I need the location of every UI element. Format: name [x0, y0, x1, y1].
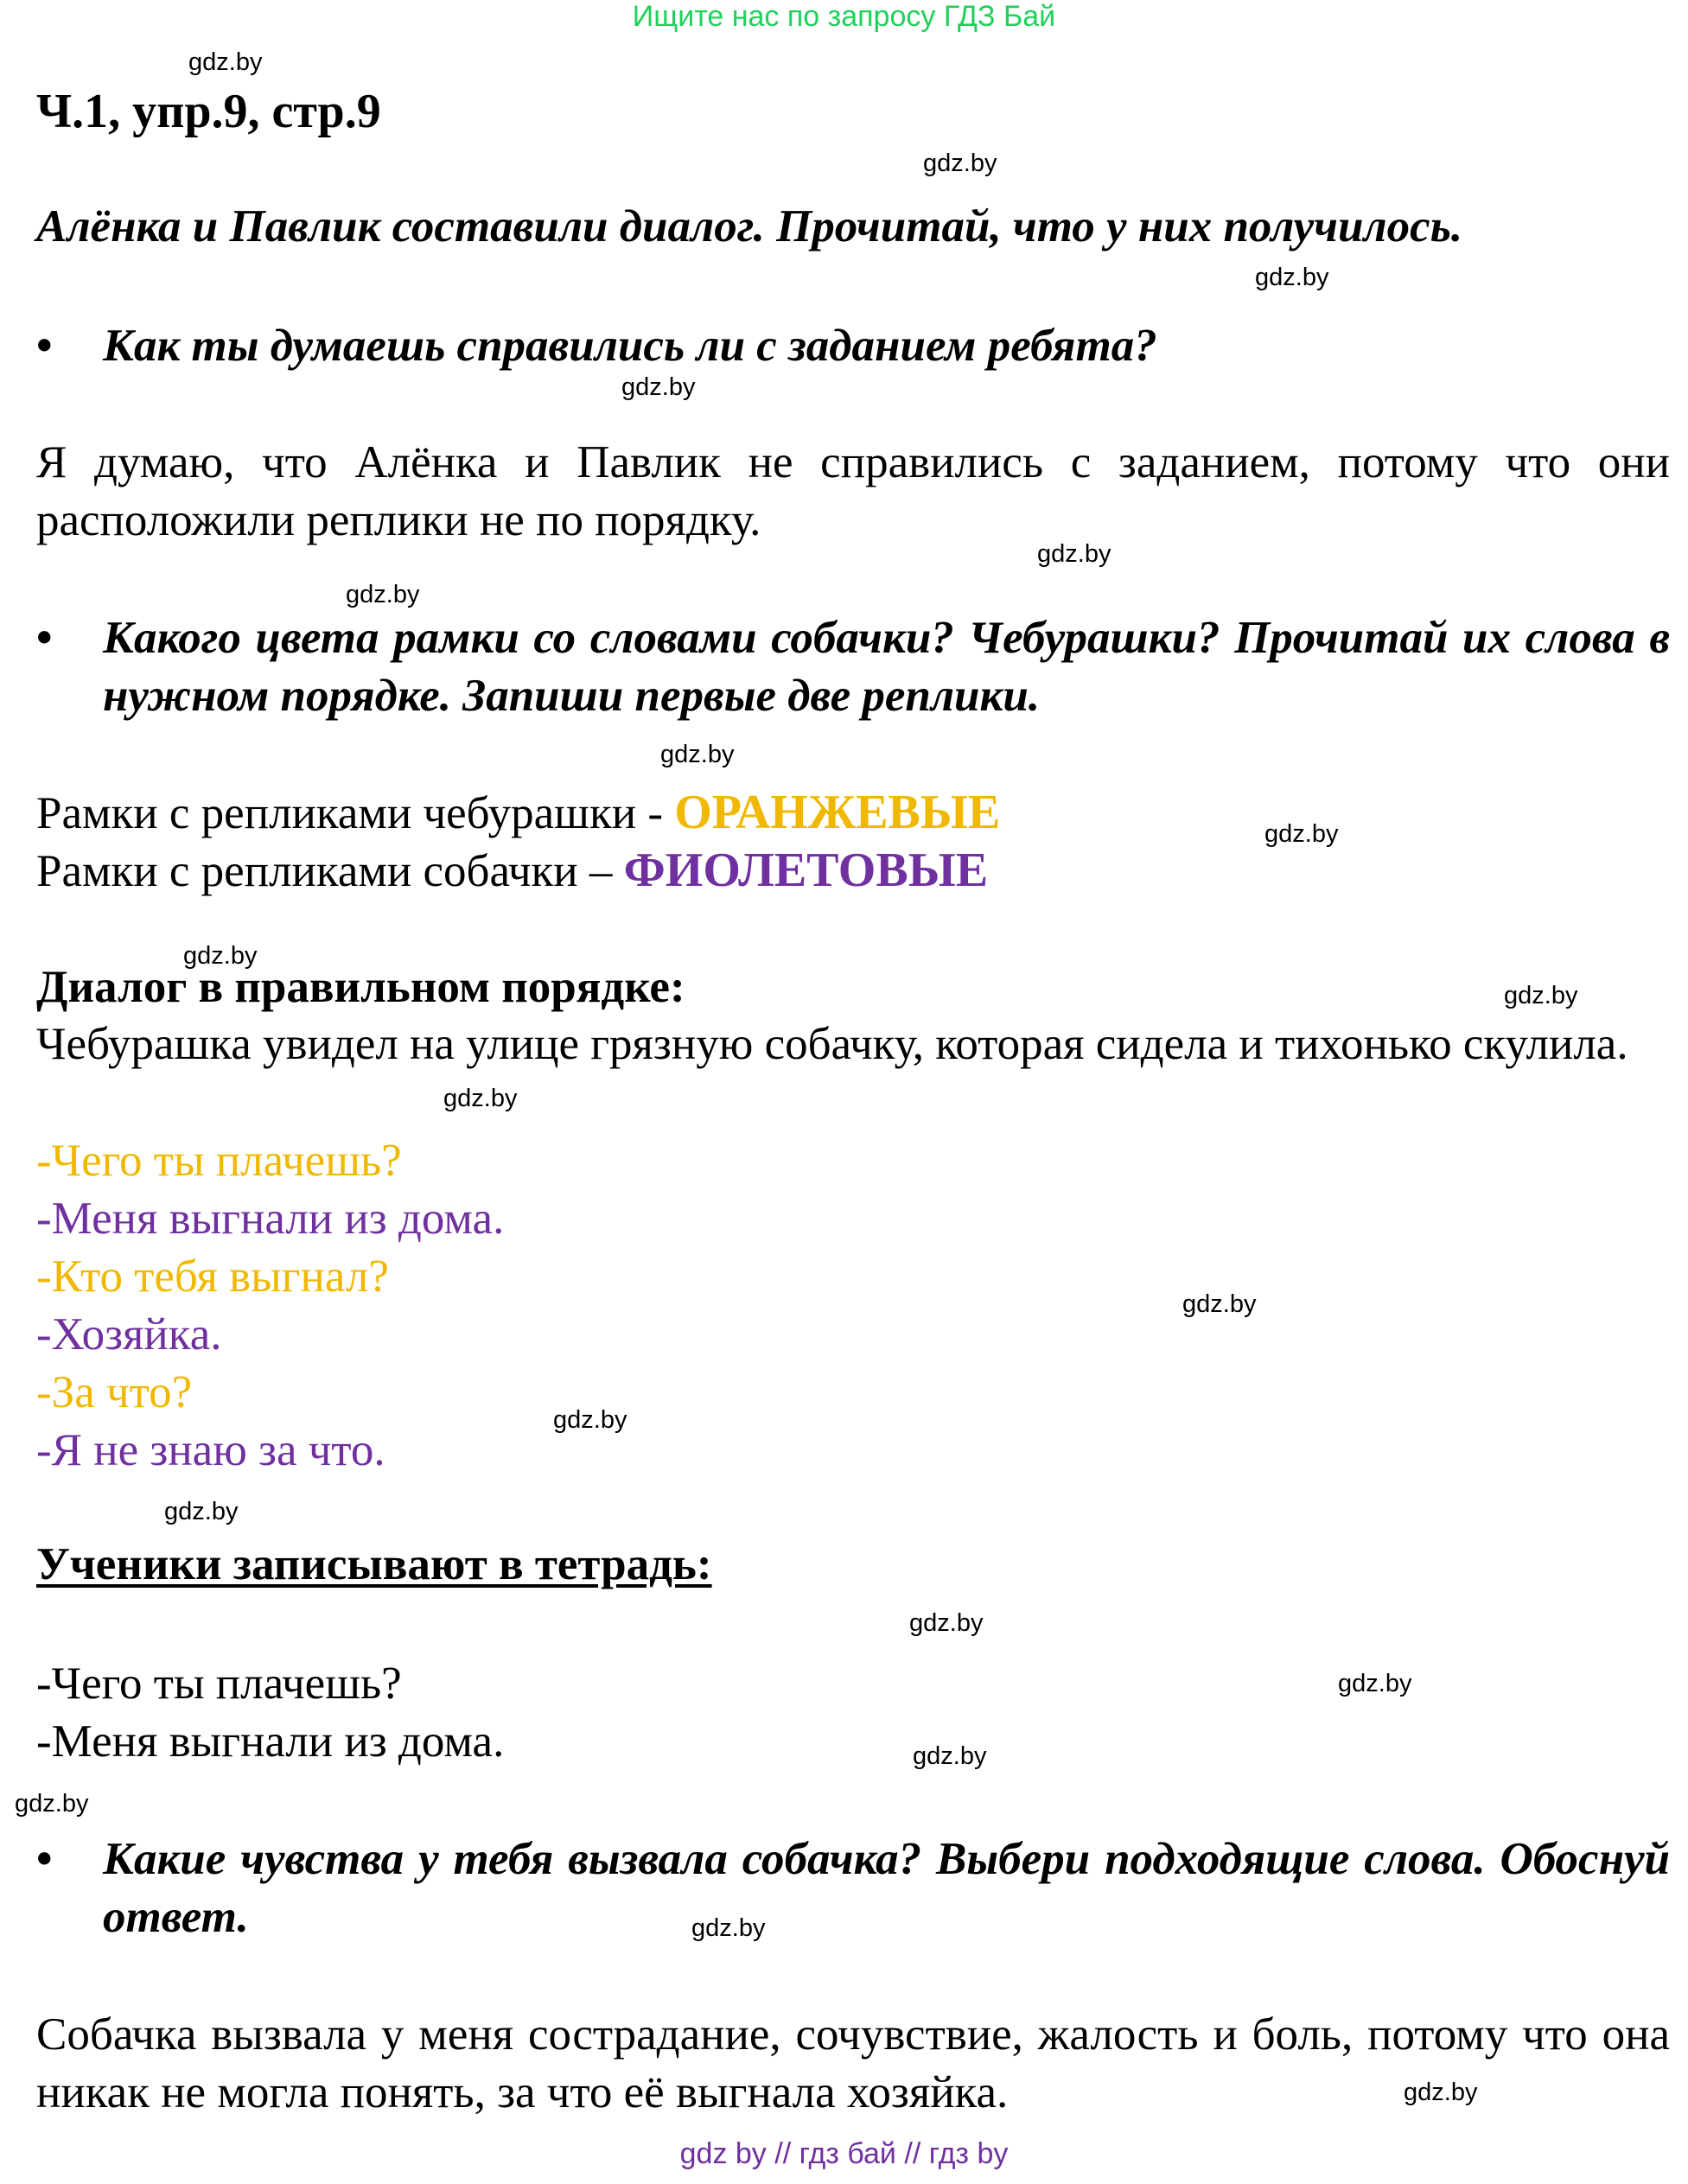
dialog-line: -Чего ты плачешь?: [36, 1136, 402, 1186]
top-banner: Ищите нас по запросу ГДЗ Бай: [632, 0, 1056, 33]
page-title: Ч.1, упр.9, стр.9: [36, 85, 381, 138]
answer-3: Собачка вызвала у меня сострадание, сочувствие, жалость и боль, потому что она никак не могла понять, за что её выгнала хозяйка.: [36, 2009, 1670, 2117]
question-1: [36, 317, 1670, 375]
question-2: [36, 609, 1670, 725]
watermark: gdz.by: [164, 1498, 239, 1525]
notebook-line: -Чего ты плачешь?: [36, 1659, 402, 1709]
watermark: gdz.by: [1255, 264, 1329, 291]
question-2-text: Какого цвета рамки со словами собачки? Чебурашки? Прочитай их слова в нужном порядке. Запиши первые две реплики.: [103, 613, 1670, 721]
dialog-line: -Хозяйка.: [36, 1309, 222, 1359]
task-statement: Алёнка и Павлик составили диалог. Прочитай, что у них получилось.: [36, 201, 1463, 252]
answer-1: Я думаю, что Алёнка и Павлик не справились с заданием, потому что они расположили реплики не по порядку.: [36, 437, 1670, 545]
dialog-line: -За что?: [36, 1367, 193, 1417]
notebook-heading: Ученики записывают в тетрадь:: [36, 1539, 712, 1589]
dog-frames-label: Рамки с репликами собачки –: [36, 846, 624, 896]
watermark: gdz.by: [621, 373, 696, 401]
dialog-line: -Меня выгнали из дома.: [36, 1194, 505, 1244]
watermark: gdz.by: [913, 1742, 987, 1770]
watermark: gdz.by: [691, 1914, 766, 1942]
dialog-intro: Чебурашка увидел на улице грязную собачку, которая сидела и тихонько скулила.: [36, 1019, 1628, 1069]
dialog-line: -Кто тебя выгнал?: [36, 1251, 389, 1302]
watermark: gdz.by: [15, 1790, 89, 1818]
watermark: gdz.by: [1264, 820, 1339, 848]
watermark: gdz.by: [909, 1609, 984, 1637]
dog-frames-line: [36, 842, 988, 901]
question-3-text: Какие чувства у тебя вызвала собачка? Выбери подходящие слова. Обоснуй ответ.: [103, 1834, 1670, 1942]
watermark: gdz.by: [183, 942, 258, 970]
purple-color-word: ФИОЛЕТОВЫЕ: [623, 844, 989, 897]
watermark: gdz.by: [1182, 1290, 1257, 1318]
watermark: gdz.by: [443, 1085, 518, 1112]
watermark: gdz.by: [1037, 540, 1112, 568]
watermark: gdz.by: [660, 741, 735, 768]
cheburashka-frames-label: Рамки с репликами чебурашки -: [36, 788, 675, 838]
watermark: gdz.by: [188, 48, 263, 76]
dialog-line: -Я не знаю за что.: [36, 1425, 385, 1475]
bullet-icon: •: [36, 321, 53, 371]
bullet-icon: •: [36, 613, 53, 663]
question-3: [36, 1831, 1670, 1946]
footer-links: gdz by // гдз бай // гдз by: [679, 2137, 1009, 2170]
watermark: gdz.by: [1338, 1670, 1412, 1697]
watermark: gdz.by: [1404, 2079, 1478, 2106]
orange-color-word: ОРАНЖЕВЫЕ: [674, 786, 1001, 839]
dialog-heading: Диалог в правильном порядке:: [36, 962, 685, 1012]
question-1-text: Как ты думаешь справились ли с заданием ребята?: [103, 321, 1157, 371]
watermark: gdz.by: [346, 581, 420, 608]
watermark: gdz.by: [1504, 982, 1578, 1009]
watermark: gdz.by: [923, 150, 997, 177]
watermark: gdz.by: [553, 1406, 627, 1434]
notebook-line: -Меня выгнали из дома.: [36, 1716, 505, 1767]
bullet-icon: •: [36, 1834, 53, 1884]
cheburashka-frames-line: [36, 784, 1000, 843]
